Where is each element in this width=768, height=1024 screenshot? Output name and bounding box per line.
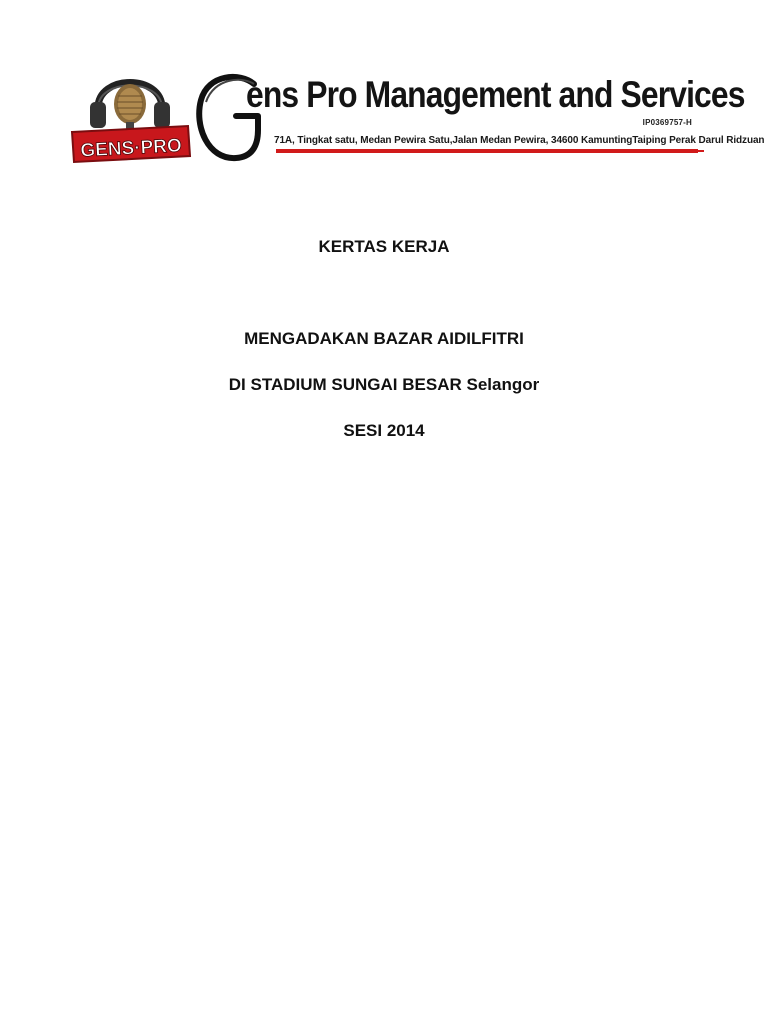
document-title-line1: MENGADAKAN BAZAR AIDILFITRI	[244, 329, 524, 348]
gens-pro-logo	[68, 62, 192, 166]
letterhead	[68, 62, 765, 168]
company-name: ens Pro Management and Services	[246, 74, 745, 115]
document-session: SESI 2014	[343, 421, 425, 440]
document-title-line2: DI STADIUM SUNGAI BESAR Selangor	[228, 375, 540, 394]
letterhead-divider	[276, 149, 698, 153]
microphone-headphones-icon	[68, 62, 192, 166]
company-address: 71A, Tingkat satu, Medan Pewira Satu,Jalan Medan Pewira, 34600 KamuntingTaiping Perak Darul Ridzuan	[274, 135, 765, 146]
logo-text: GENS·PRO	[79, 135, 183, 162]
registration-number: IP0369757-H	[642, 118, 692, 127]
document-heading: KERTAS KERJA	[318, 237, 450, 256]
